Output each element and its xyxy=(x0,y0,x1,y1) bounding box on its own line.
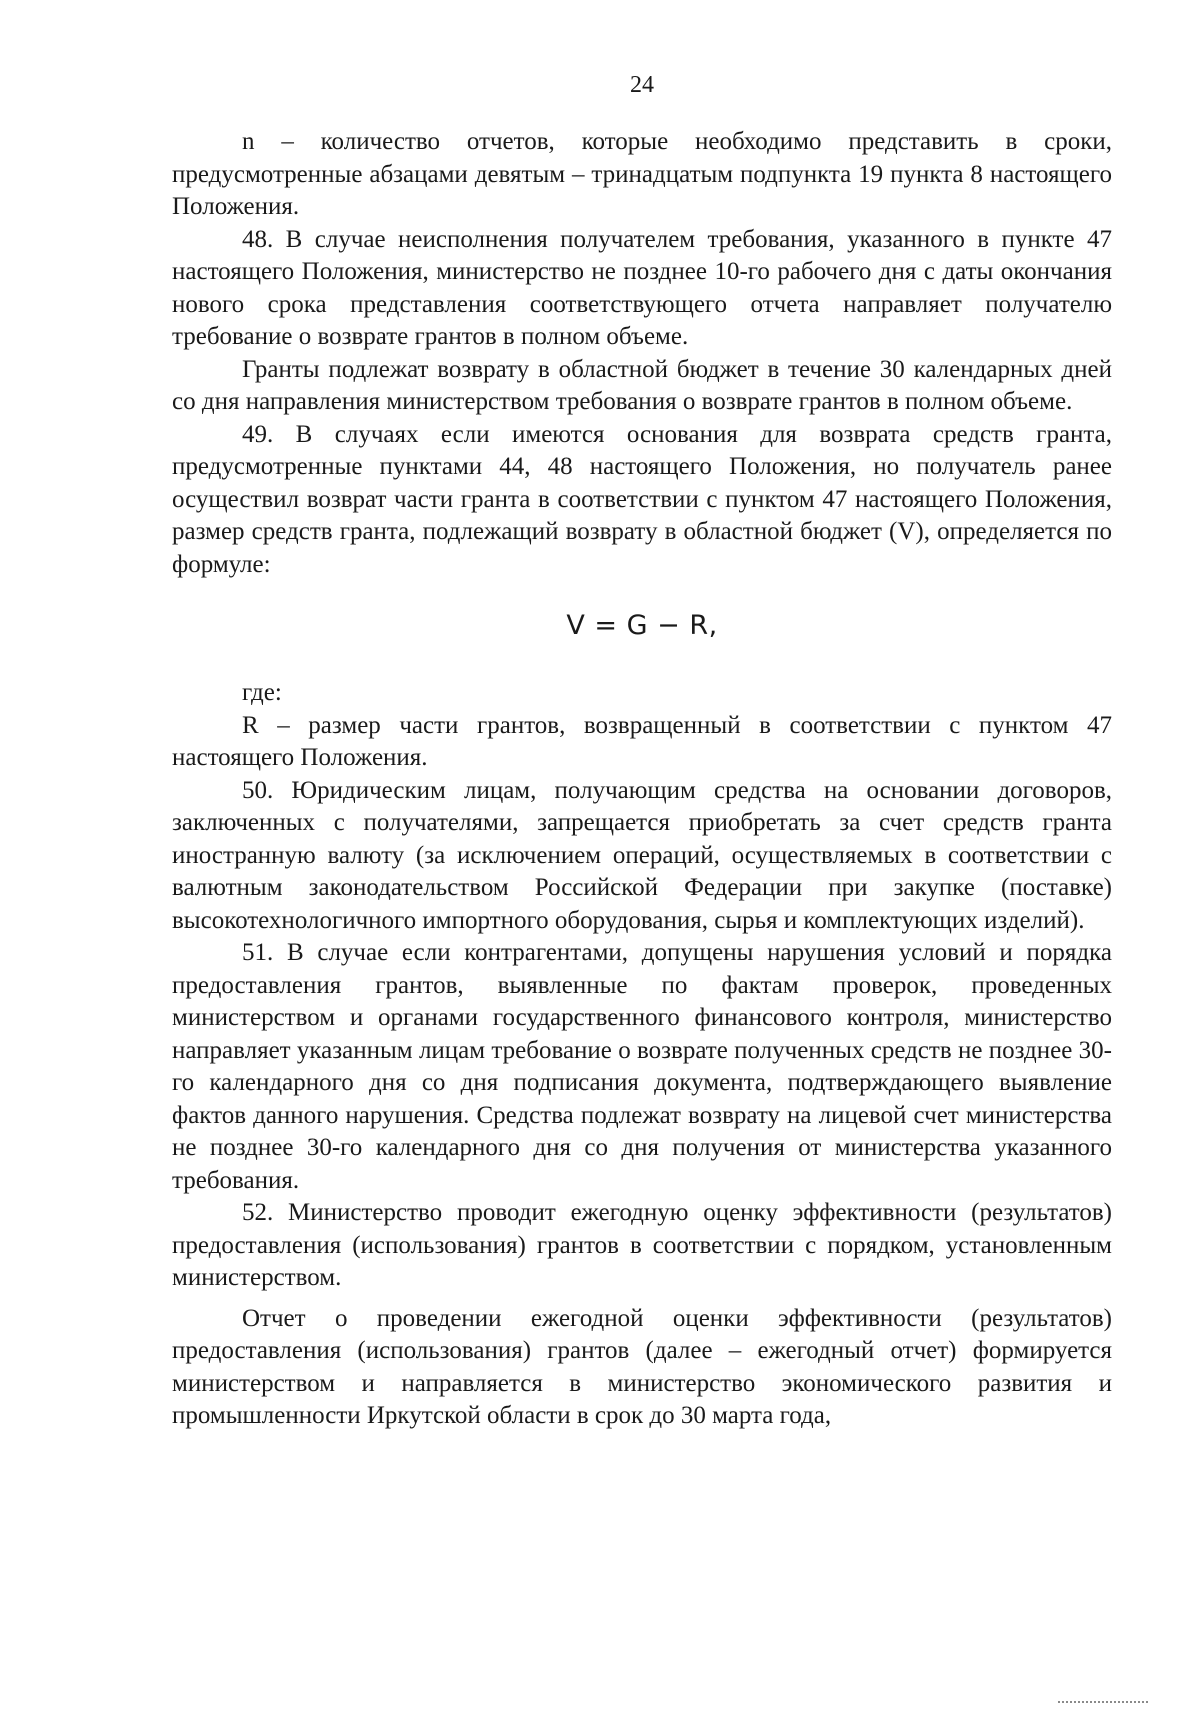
paragraph-48: 48. В случае неисполнения получателем требования, указанного в пункте 47 настоящего Положения, министерство не позднее 10-го рабочего дня с даты окончания нового срока представления соответствующего отчета направляет получателю требование о возврате грантов в полном объеме. xyxy=(172,225,1112,350)
page-number: 24 xyxy=(630,72,654,98)
paragraph-grants-return: Гранты подлежат возврату в областной бюджет в течение 30 календарных дней со дня направления министерством требования о возврате грантов в полном объеме. xyxy=(172,355,1112,415)
paragraph-49: 49. В случаях если имеются основания для возврата средств гранта, предусмотренные пунктами 44, 48 настоящего Положения, но получатель ранее осуществил возврат части гранта в соответствии с пунктом 47 настоящего Положения, размер средств гранта, подлежащий возврату в областной бюджет (V), определяется по формуле: xyxy=(172,420,1112,578)
paragraph-51: 51. В случае если контрагентами, допущены нарушения условий и порядка предоставления грантов, выявленные по фактам проверок, проведенных министерством и органами государственного финансового контроля, министерство направляет указанным лицам требование о возврате полученных средств не позднее 30-го календарного дня со дня подписания документа, подтверждающего выявление фактов данного нарушения. Средства подлежат возврату на лицевой счет министерства не позднее 30-го календарного дня со дня получения от министерства указанного требования. xyxy=(172,939,1112,1194)
scan-artifact xyxy=(1058,1701,1148,1706)
paragraph-r-definition: R – размер части грантов, возвращенный в соответствии с пунктом 47 настоящего Положения. xyxy=(172,711,1112,771)
paragraph-annual-report: Отчет о проведении ежегодной оценки эффективности (результатов) предоставления (использования) грантов (далее – ежегодный отчет) формируется министерством и направляется в министерство экономического развития и промышленности Иркутской области в срок до 30 марта года, xyxy=(172,1304,1112,1429)
paragraph-52: 52. Министерство проводит ежегодную оценку эффективности (результатов) предоставления (использования) грантов в соответствии с порядком, установленным министерством. xyxy=(172,1199,1112,1291)
paragraph-n-definition: n – количество отчетов, которые необходимо представить в сроки, предусмотренные абзацами девятым – тринадцатым подпункта 19 пункта 8 настоящего Положения. xyxy=(172,128,1112,220)
paragraph-where: где: xyxy=(242,679,282,706)
return-formula: V = G − R, xyxy=(566,610,718,641)
paragraph-spacer xyxy=(172,1295,1112,1303)
document-body xyxy=(172,126,1112,1433)
paragraph-50: 50. Юридическим лицам, получающим средства на основании договоров, заключенных с получателями, запрещается приобретать за счет средств гранта иностранную валюту (за исключением операций, осуществляемых в соответствии с валютным законодательством Российской Федерации при закупке (поставке) высокотехнологичного импортного оборудования, сырья и комплектующих изделий). xyxy=(172,776,1112,934)
